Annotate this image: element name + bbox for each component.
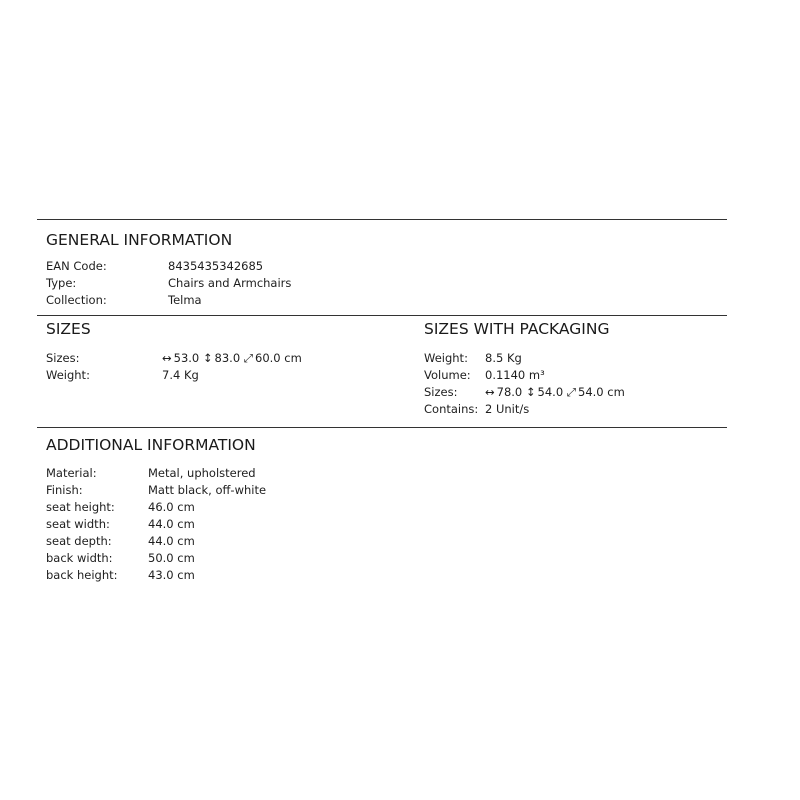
back-width-value: 50.0 cm [148,551,195,565]
package-sizes-row [424,384,724,401]
additional-information-list [46,465,446,584]
depth-arrow-icon: ⤢ [566,385,577,399]
package-depth-value: 54.0 cm [578,385,625,399]
finish-row [46,482,446,499]
height-arrow-icon: ↕ [525,385,536,399]
seat-depth-value: 44.0 cm [148,534,195,548]
product-weight-value: 7.4 Kg [162,368,199,382]
material-value: Metal, upholstered [148,466,256,480]
sizes-list [46,350,406,384]
package-weight-value: 8.5 Kg [485,351,522,365]
general-information-section [37,220,727,315]
package-sizes-value [485,384,625,401]
packaging-list [424,350,724,418]
collection-value: Telma [168,293,202,307]
width-arrow-icon: ↔ [162,351,172,365]
package-weight-label: Weight: [424,351,468,365]
product-width-value: 53.0 [173,351,200,365]
material-row [46,465,446,482]
package-contains-value: 2 Unit/s [485,402,530,416]
general-information-list [46,258,446,309]
type-row [46,275,446,292]
general-information-title: GENERAL INFORMATION [46,231,233,249]
seat-height-label: seat height: [46,500,115,514]
package-contains-row [424,401,724,418]
seat-height-row [46,499,446,516]
back-width-label: back width: [46,551,113,565]
product-weight-label: Weight: [46,368,90,382]
product-depth-value: 60.0 cm [255,351,302,365]
packaging-title: SIZES WITH PACKAGING [424,320,610,338]
ean-code-label: EAN Code: [46,259,107,273]
package-weight-row [424,350,724,367]
package-sizes-label: Sizes: [424,385,458,399]
package-width-value: 78.0 [496,385,523,399]
seat-depth-row [46,533,446,550]
additional-information-title: ADDITIONAL INFORMATION [46,436,256,454]
seat-width-value: 44.0 cm [148,517,195,531]
material-label: Material: [46,466,97,480]
product-sizes-label: Sizes: [46,351,80,365]
product-spec-sheet [37,219,727,598]
package-contains-label: Contains: [424,402,479,416]
type-value: Chairs and Armchairs [168,276,292,290]
back-height-label: back height: [46,568,118,582]
seat-height-value: 46.0 cm [148,500,195,514]
finish-value: Matt black, off-white [148,483,267,497]
product-weight-row [46,367,406,384]
sizes-section [37,316,727,427]
package-volume-label: Volume: [424,368,471,382]
finish-label: Finish: [46,483,83,497]
collection-label: Collection: [46,293,107,307]
seat-width-row [46,516,446,533]
additional-information-section [37,428,727,598]
ean-code-value: 8435435342685 [168,259,264,273]
back-height-row [46,567,446,584]
package-volume-value: 0.1140 m³ [485,368,545,382]
sizes-title: SIZES [46,320,91,338]
width-arrow-icon: ↔ [485,385,495,399]
product-height-value: 83.0 [214,351,241,365]
depth-arrow-icon: ⤢ [243,351,254,365]
seat-depth-label: seat depth: [46,534,112,548]
back-height-value: 43.0 cm [148,568,195,582]
back-width-row [46,550,446,567]
type-label: Type: [46,276,77,290]
package-volume-row [424,367,724,384]
seat-width-label: seat width: [46,517,110,531]
package-height-value: 54.0 [537,385,564,399]
ean-code-row [46,258,446,275]
product-sizes-row [46,350,406,367]
collection-row [46,292,446,309]
product-sizes-value [162,350,302,367]
height-arrow-icon: ↕ [202,351,213,365]
